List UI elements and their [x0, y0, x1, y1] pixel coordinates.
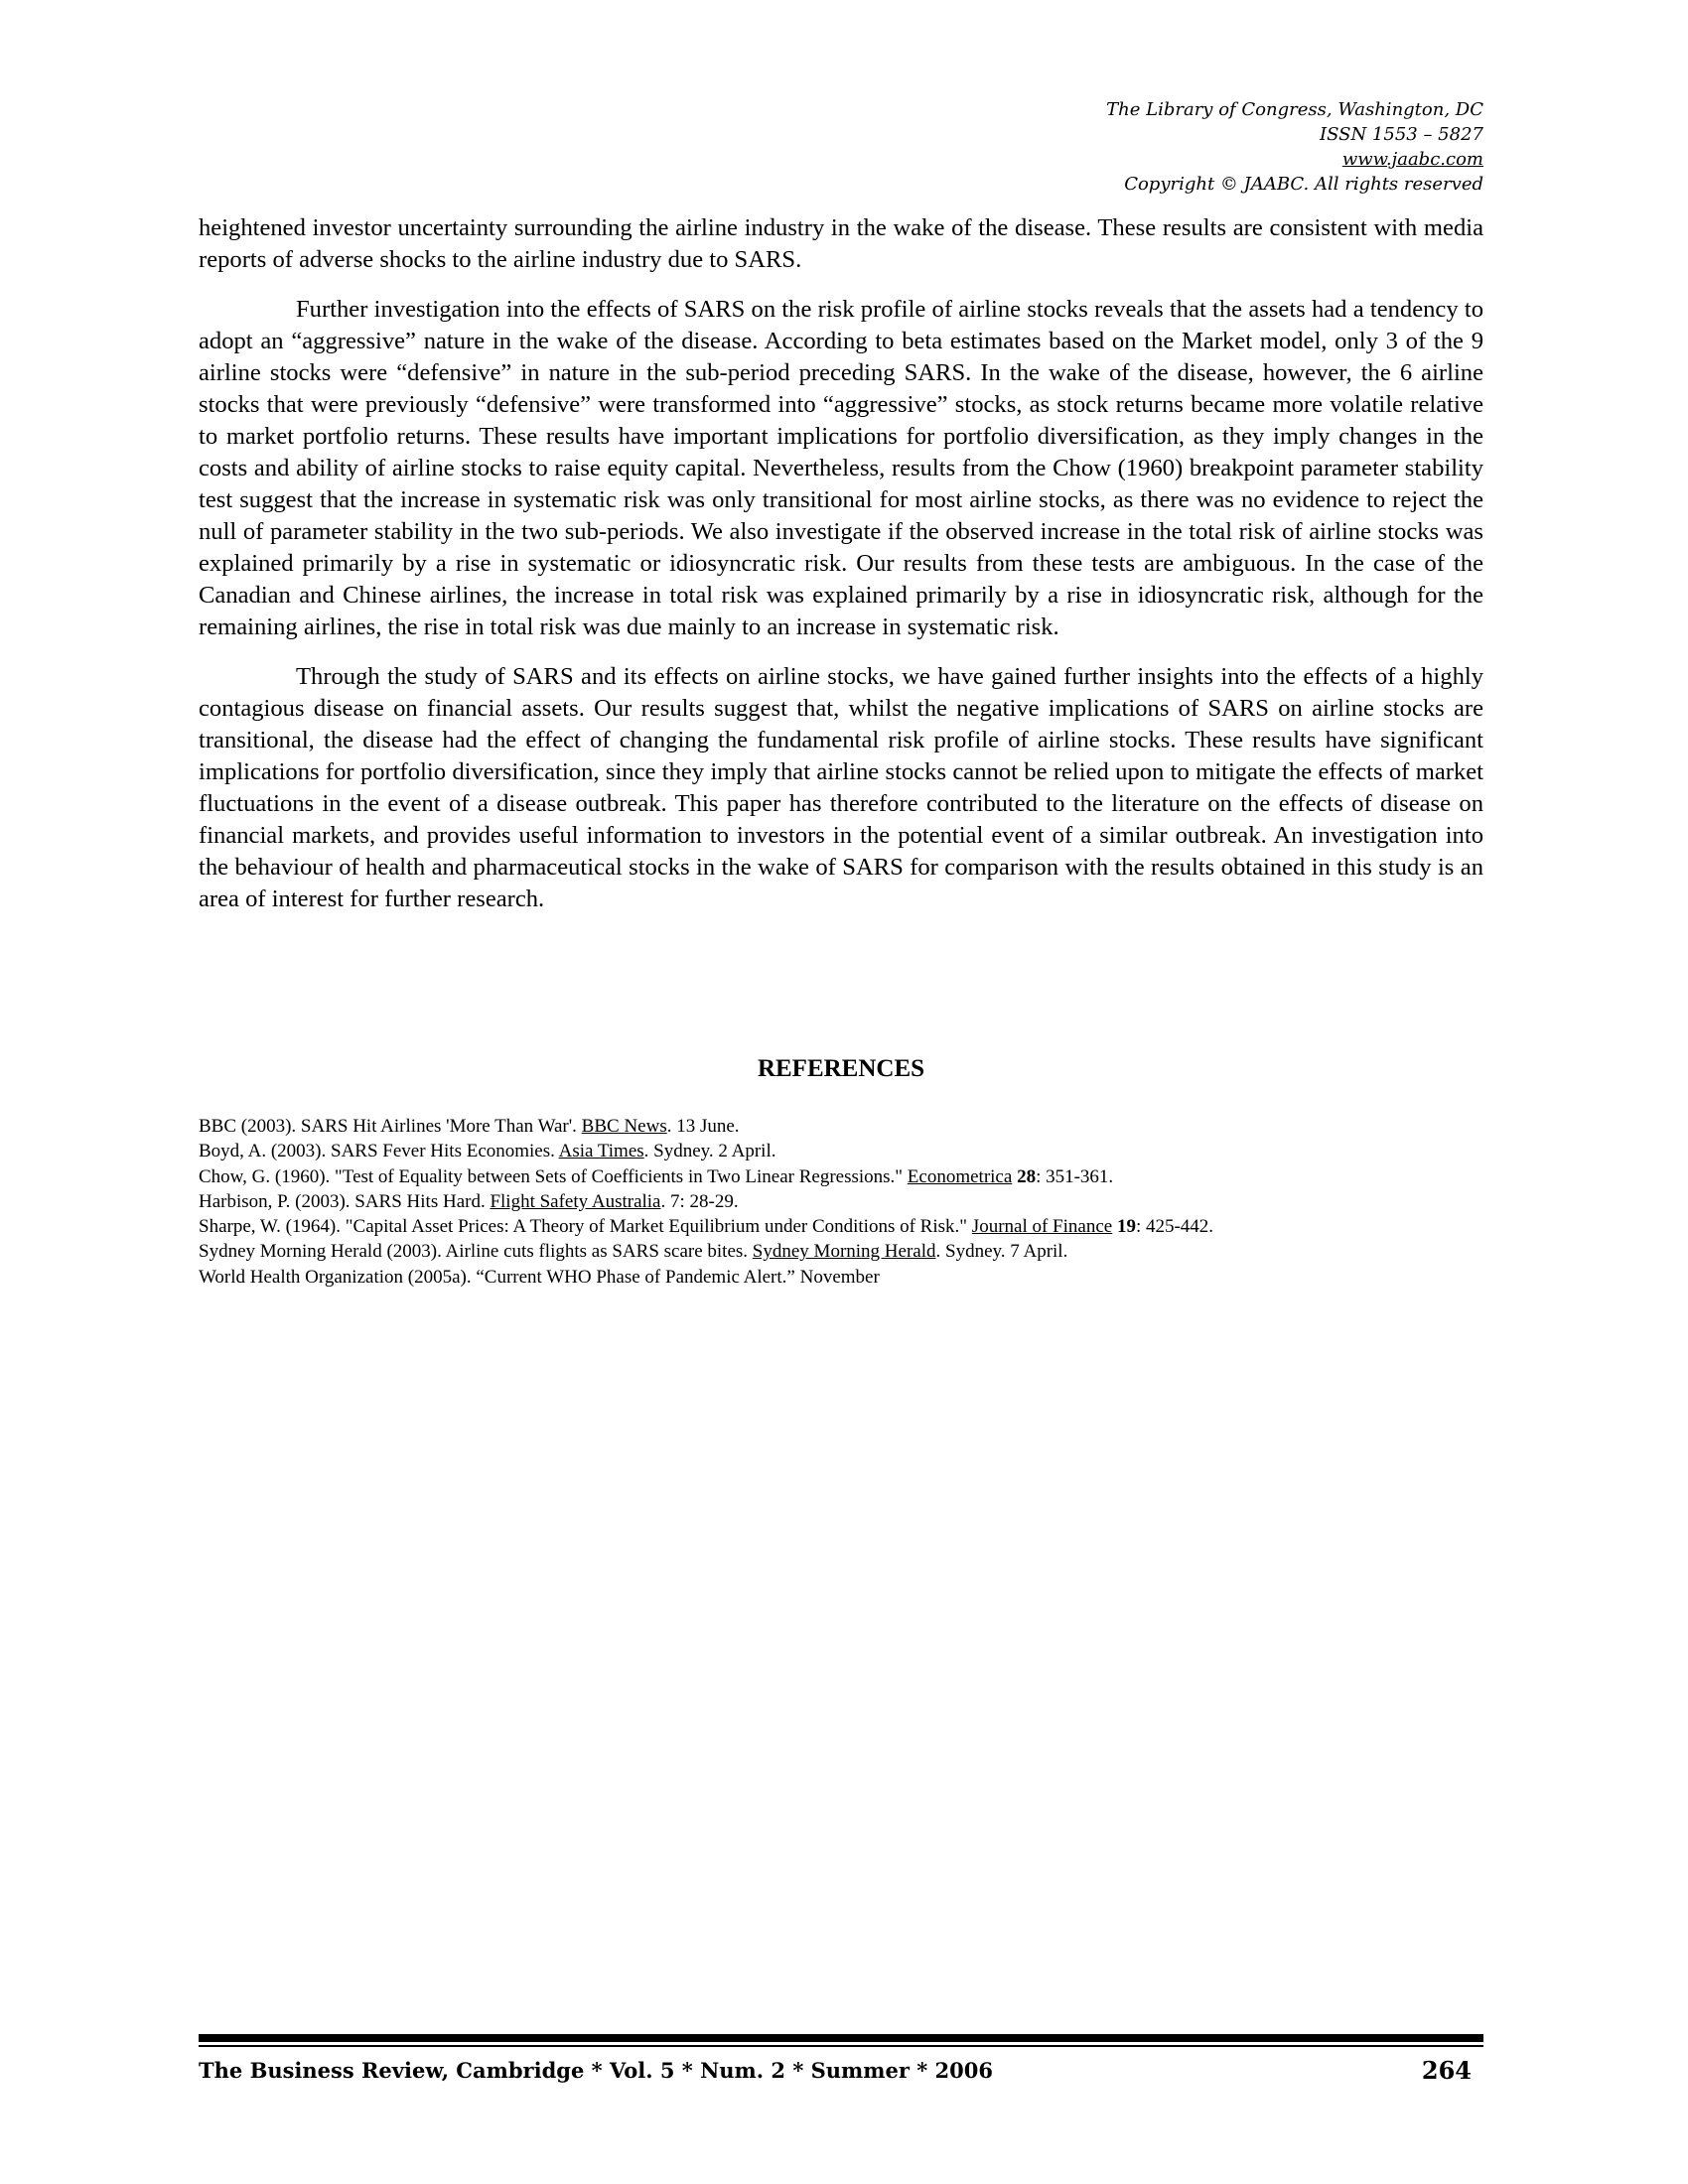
footer-rule-thin	[199, 2045, 1483, 2047]
journal-title: BBC News	[581, 1116, 667, 1137]
journal-title: Flight Safety Australia	[490, 1190, 661, 1212]
reference-item: Sydney Morning Herald (2003). Airline cuts flights as SARS scare bites. Sydney Morning Herald. Sydney. 7 April.	[199, 1241, 1068, 1263]
volume-number: 19	[1112, 1216, 1136, 1238]
body-text	[199, 212, 1483, 933]
reference-item: Harbison, P. (2003). SARS Hits Hard. Flight Safety Australia. 7: 28-29.	[199, 1190, 739, 1212]
journal-title: Sydney Morning Herald	[752, 1241, 936, 1263]
paragraph-3: Through the study of SARS and its effects on airline stocks, we have gained further insights into the effects of a highly contagious disease on financial assets. Our results suggest that, whilst the negative implications of SARS on airline stocks are transitional, the disease had the effect of changing the fundamental risk profile of airline stocks. These results have significant implications for portfolio diversification, since they imply that airline stocks cannot be relied upon to mitigate the effects of market fluctuations in the event of a disease outbreak. This paper has therefore contributed to the literature on the effects of disease on financial markets, and provides useful information to investors in the potential event of a similar outbreak. An investigation into the behaviour of health and pharmaceutical stocks in the wake of SARS for comparison with the results obtained in this study is an area of interest for further research.	[199, 663, 1483, 912]
reference-item: Sharpe, W. (1964). "Capital Asset Prices: A Theory of Market Equilibrium under Conditions of Risk." Journal of Finance 19: 425-442.	[199, 1216, 1214, 1238]
journal-title: Econometrica	[907, 1165, 1013, 1187]
running-header	[788, 97, 1483, 197]
header-library: The Library of Congress, Washington, DC	[1106, 99, 1483, 120]
page-number: 264	[1421, 2056, 1472, 2085]
reference-list	[199, 1114, 1483, 1290]
reference-item: Chow, G. (1960). "Test of Equality between Sets of Coefficients in Two Linear Regressions." Econometrica 28: 351-361.	[199, 1165, 1114, 1187]
journal-title: Journal of Finance	[971, 1216, 1113, 1238]
volume-number: 28	[1012, 1165, 1037, 1187]
reference-item: World Health Organization (2005a). “Current WHO Phase of Pandemic Alert.” November	[199, 1266, 880, 1288]
reference-item: Boyd, A. (2003). SARS Fever Hits Economies. Asia Times. Sydney. 2 April.	[199, 1141, 776, 1162]
header-copyright: Copyright © JAABC. All rights reserved	[1124, 174, 1483, 195]
footer-journal: The Business Review, Cambridge * Vol. 5 * Num. 2 * Summer * 2006	[199, 2058, 993, 2083]
header-issn: ISSN 1553 – 5827	[1320, 124, 1483, 145]
references-heading: REFERENCES	[757, 1055, 925, 1082]
footer-rule-thick	[199, 2034, 1483, 2042]
header-website-link[interactable]: www.jaabc.com	[1341, 149, 1483, 170]
journal-title: Asia Times	[558, 1141, 644, 1162]
paragraph-2: Further investigation into the effects of SARS on the risk profile of airline stocks reveals that the assets had a tendency to adopt an “aggressive” nature in the wake of the disease. According to beta estimates based on the Market model, only 3 of the 9 airline stocks were “defensive” in nature in the sub-period preceding SARS. In the wake of the disease, however, the 6 airline stocks that were previously “defensive” were transformed into “aggressive” stocks, as stock returns became more volatile relative to market portfolio returns. These results have important implications for portfolio diversification, as they imply changes in the costs and ability of airline stocks to raise equity capital. Nevertheless, results from the Chow (1960) breakpoint parameter stability test suggest that the increase in systematic risk was only transitional for most airline stocks, as there was no evidence to reject the null of parameter stability in the two sub-periods. We also investigate if the observed increase in the total risk of airline stocks was explained primarily by a rise in systematic or idiosyncratic risk. Our results from these tests are ambiguous. In the case of the Canadian and Chinese airlines, the increase in total risk was explained primarily by a rise in idiosyncratic risk, although for the remaining airlines, the rise in total risk was due mainly to an increase in systematic risk.	[199, 296, 1483, 640]
reference-item: BBC (2003). SARS Hit Airlines 'More Than War'. BBC News. 13 June.	[199, 1116, 740, 1137]
paragraph-1: heightened investor uncertainty surrounding the airline industry in the wake of the disease. These results are consistent with media reports of adverse shocks to the airline industry due to SARS.	[199, 214, 1483, 273]
